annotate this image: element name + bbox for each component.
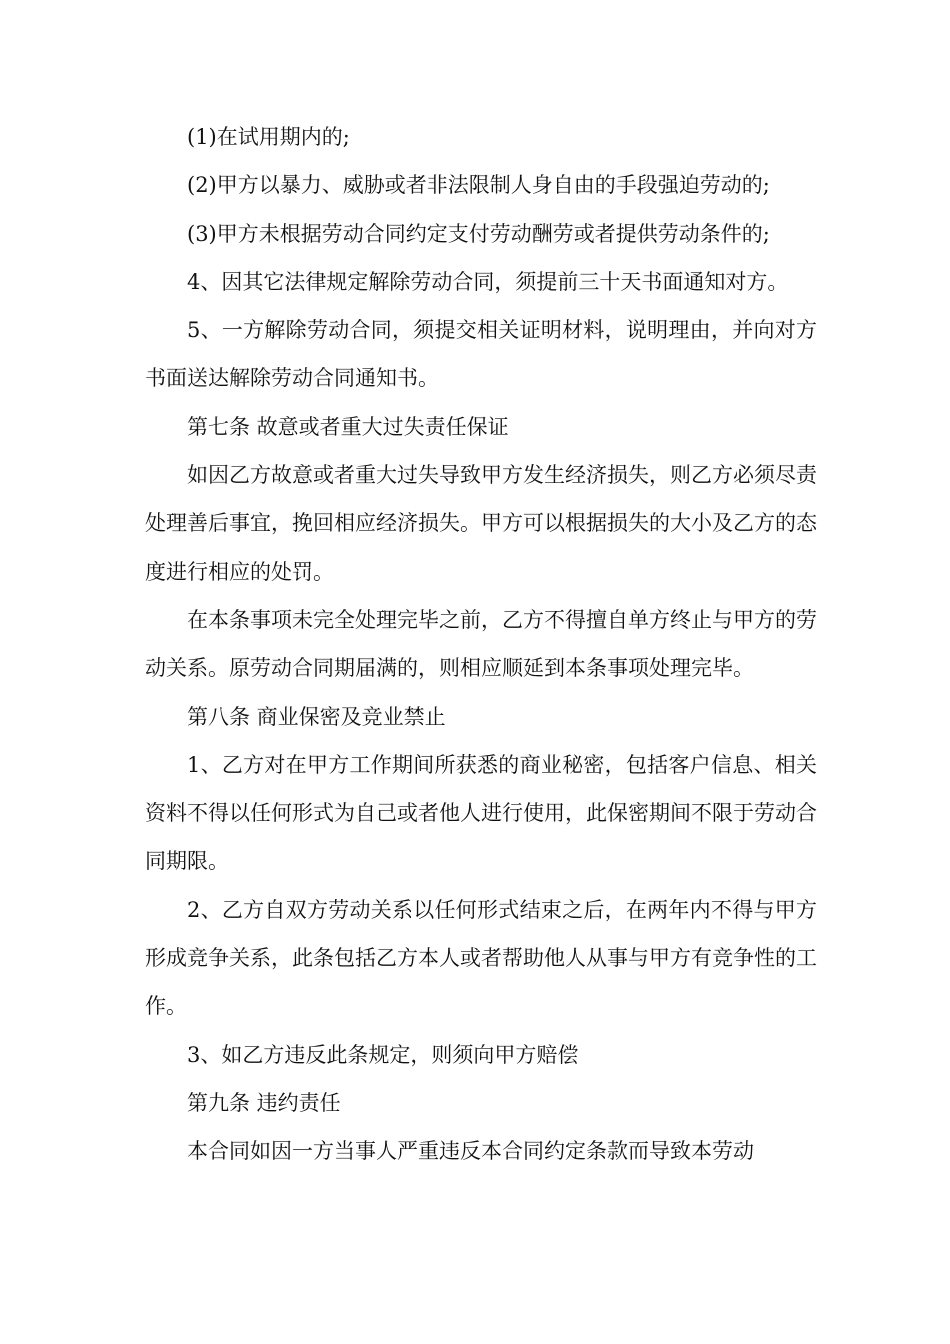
list-item-probation: (1)在试用期内的; bbox=[187, 125, 350, 149]
article-8-item-3: 3、如乙方违反此条规定，则须向甲方赔偿 bbox=[187, 1042, 579, 1067]
list-item-forced-labor: (2)甲方以暴力、威胁或者非法限制人身自由的手段强迫劳动的; bbox=[187, 173, 770, 198]
article-8-item-1: 1、乙方对在甲方工作期间所获悉的商业秘密，包括客户信息、相关资料不得以任何形式为自己或者他人进行使用，此保密期间不限于劳动合同期限。 bbox=[145, 752, 817, 874]
article-9-heading: 第九条 违约责任 bbox=[187, 1090, 341, 1115]
article-8-heading: 第八条 商业保密及竞业禁止 bbox=[187, 704, 446, 729]
article-7-paragraph-1: 如因乙方故意或者重大过失导致甲方发生经济损失，则乙方必须尽责处理善后事宜，挽回相应经济损失。甲方可以根据损失的大小及乙方的态度进行相应的处罚。 bbox=[145, 463, 817, 584]
list-item-unpaid-remuneration: (3)甲方未根据劳动合同约定支付劳动酬劳或者提供劳动条件的; bbox=[187, 221, 770, 246]
clause-item-4: 4、因其它法律规定解除劳动合同，须提前三十天书面通知对方。 bbox=[187, 269, 789, 294]
article-7-heading: 第七条 故意或者重大过失责任保证 bbox=[187, 414, 509, 439]
article-8-item-2: 2、乙方自双方劳动关系以任何形式结束之后，在两年内不得与甲方形成竞争关系，此条包括乙方本人或者帮助他人从事与甲方有竞争性的工作。 bbox=[145, 897, 817, 1019]
clause-item-5: 5、一方解除劳动合同，须提交相关证明材料，说明理由，并向对方书面送达解除劳动合同通知书。 bbox=[145, 318, 817, 391]
article-9-paragraph-1: 本合同如因一方当事人严重违反本合同约定条款而导致本劳动 bbox=[187, 1139, 754, 1164]
article-7-paragraph-2: 在本条事项未完全处理完毕之前，乙方不得擅自单方终止与甲方的劳动关系。原劳动合同期届满的，则相应顺延到本条事项处理完毕。 bbox=[145, 607, 817, 681]
document-body bbox=[145, 113, 817, 1176]
